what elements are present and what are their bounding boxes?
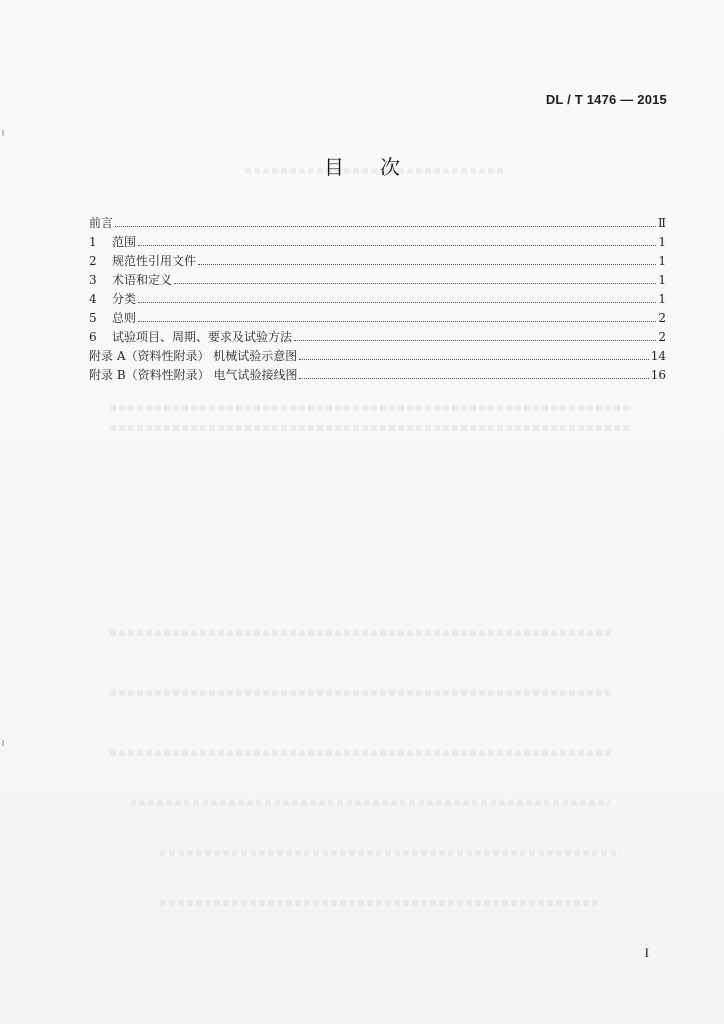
toc-entry-2 — [89, 249, 666, 268]
toc-entry-4 — [89, 287, 666, 306]
toc-entry-page: 1 — [658, 235, 666, 249]
toc-entry-6 — [89, 325, 666, 344]
toc-entry-label: 附录 B（资料性附录） 电气试验接线图 — [89, 368, 298, 382]
toc-entry-page: 1 — [658, 292, 666, 306]
toc-entry-5 — [89, 306, 666, 325]
toc-entry-1 — [89, 230, 666, 249]
toc-entry-text: 总则 — [112, 311, 137, 325]
toc-entry-text: 分类 — [112, 292, 137, 306]
toc-entry-page: 1 — [658, 254, 666, 268]
table-of-contents — [89, 211, 666, 382]
toc-entry-text: 范围 — [112, 235, 137, 249]
page-number: I — [644, 945, 649, 960]
toc-entry-page: 14 — [650, 349, 666, 363]
toc-leader-dots — [138, 302, 656, 303]
scan-edge-mark — [2, 130, 4, 136]
show-through-line — [110, 405, 630, 411]
toc-leader-dots — [294, 340, 656, 341]
toc-leader-dots — [299, 378, 648, 379]
toc-entry-appendix-b — [89, 363, 666, 382]
scan-edge-mark — [2, 740, 4, 746]
show-through-line — [160, 900, 600, 906]
toc-entry-label — [89, 254, 196, 268]
show-through-line — [110, 690, 610, 696]
toc-entry-label: 附录 A（资料性附录） 机械试验示意图 — [89, 349, 298, 363]
toc-entry-label: 前言 — [89, 216, 114, 230]
show-through-line — [110, 425, 630, 431]
toc-leader-dots — [138, 245, 656, 246]
toc-entry-number: 1 — [89, 235, 97, 249]
toc-leader-dots — [138, 321, 656, 322]
document-code: DL / T 1476 — 2015 — [545, 92, 667, 107]
toc-entry-number: 3 — [89, 273, 97, 287]
toc-entry-text: 术语和定义 — [112, 273, 173, 287]
toc-entry-label — [89, 235, 136, 249]
toc-entry-page: 1 — [658, 273, 666, 287]
toc-title-char-2: 次 — [380, 155, 400, 179]
toc-entry-number: 4 — [89, 292, 97, 306]
toc-entry-page: 16 — [650, 368, 666, 382]
toc-entry-appendix-a — [89, 344, 666, 363]
show-through-line — [130, 800, 610, 806]
toc-entry-foreword — [89, 211, 666, 230]
toc-entry-label — [89, 292, 136, 306]
toc-entry-text: 规范性引用文件 — [112, 254, 197, 268]
toc-leader-dots — [299, 359, 648, 360]
show-through-line — [160, 850, 620, 856]
toc-entry-text: 试验项目、周期、要求及试验方法 — [112, 330, 293, 344]
toc-entry-label — [89, 311, 136, 325]
toc-entry-3 — [89, 268, 666, 287]
toc-entry-number: 6 — [89, 330, 97, 344]
toc-leader-dots — [174, 283, 656, 284]
toc-title — [0, 151, 724, 180]
toc-entry-label — [89, 330, 292, 344]
toc-entry-number: 2 — [89, 254, 97, 268]
toc-entry-label — [89, 273, 172, 287]
toc-leader-dots — [115, 226, 656, 227]
toc-entry-page: 2 — [658, 311, 666, 325]
toc-title-char-1: 目 — [324, 155, 344, 179]
show-through-line — [110, 750, 610, 756]
toc-entry-page: 2 — [658, 330, 666, 344]
show-through-line — [110, 630, 610, 636]
toc-entry-page: Ⅱ — [657, 216, 666, 230]
toc-leader-dots — [198, 264, 656, 265]
toc-entry-number: 5 — [89, 311, 97, 325]
